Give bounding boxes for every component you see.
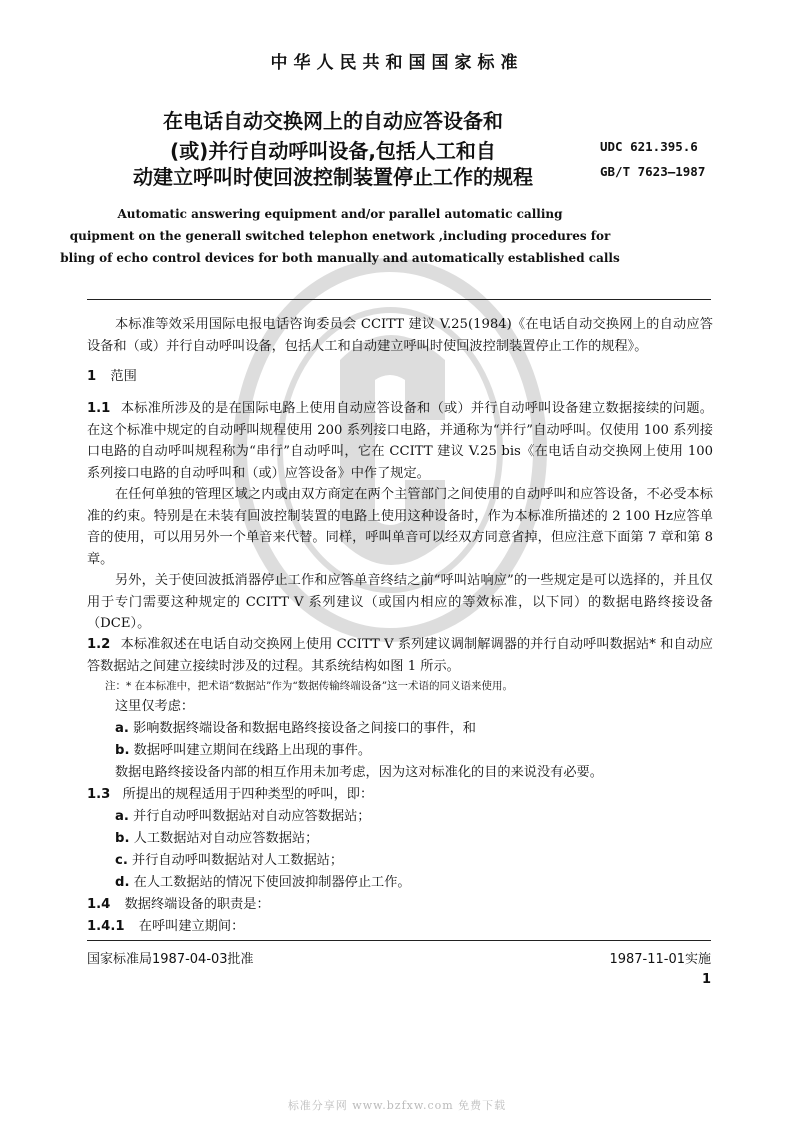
item-letter: c. [115,853,128,868]
bottom-divider [87,940,711,941]
item-text: 数据呼叫建立期间在线路上出现的事件。 [133,743,372,758]
clause-text: 本标准所涉及的是在国际电路上使用自动应答设备和（或）并行自动呼叫设备建立数据接续的问题。在这个标准中规定的自动呼叫规程使用 200 系列接口电路，并通称为“并行”自动呼叫。仅使用 100 系列接口电路的自动呼叫规程称为“串行”自动呼叫，它在 CCITT 建议 V.25 bis《在电话自动交换网上使用 100 系列接口电路的自动呼叫和（或）应答设备》中作了规定。 [87,401,713,481]
call-type-b [115,828,318,850]
consider-label: 这里仅考虑： [115,699,195,714]
clause-text: 本标准叙述在电话自动交换网上使用 CCITT V 系列建议调制解调器的并行自动呼叫数据站* 和自动应答数据站之间建立接续时涉及的过程。其系统结构如图 1 所示。 [87,637,713,674]
item-letter: a. [115,809,129,824]
approval-date: 国家标准局1987-04-03批准 [87,952,254,967]
call-type-d [115,872,411,894]
item-text: 并行自动呼叫数据站对自动应答数据站； [133,809,371,824]
clause-number: 1.2 [87,637,111,652]
section-1-heading [87,366,137,388]
clause-number: 1.3 [87,787,111,802]
clause-text: 数据终端设备的职责是： [124,897,270,912]
title-line-1: 在电话自动交换网上的自动应答设备和 [163,109,503,133]
item-text: 人工数据站对自动应答数据站； [133,831,319,846]
other-paragraph: 另外，关于使回波抵消器停止工作和应答单音终结之前“呼叫站响应”的一些规定是可以选择的，并且仅用于专门需要这种规定的 CCITT V 系列建议（或国内相应的等效标准，以下同）的数据电路终接设备（DCE）。 [87,573,713,631]
item-text: 在人工数据站的情况下使回波抑制器停止工作。 [133,875,411,890]
dce-paragraph: 数据电路终接设备内部的相互作用未加考虑，因为这对标准化的目的来说没有必要。 [115,765,603,780]
call-type-c [115,850,343,872]
clause-number: 1.1 [87,401,111,416]
footnote: 注：* 在本标准中，把术语“数据站”作为“数据传输终端设备”这一术语的同义语来使用。 [105,680,514,692]
english-title-line-3: bling of echo control devices for both manually and automatically established calls [60,251,620,265]
clause-1-3 [87,784,373,806]
udc-code: UDC 621.395.6 [600,139,698,154]
clause-1-4-1 [87,916,244,938]
gb-code: GB/T 7623—1987 [600,164,706,179]
section-number: 1 [87,369,97,384]
clause-1-1 [87,398,713,484]
section-title: 范围 [110,369,137,384]
item-letter: b. [115,743,130,758]
intro-paragraph: 本标准等效采用国际电报电话咨询委员会 CCITT 建议 V.25(1984)《在电话自动交换网上的自动应答设备和（或）并行自动呼叫设备，包括人工和自动建立呼叫时使回波控制装置停止工作的规程》。 [87,317,713,354]
english-title-line-2: quipment on the generall switched telephon enetwork ,including procedures for [69,229,611,243]
call-type-a [115,806,371,828]
clause-number: 1.4.1 [87,919,125,934]
consider-item-a [115,718,476,740]
site-watermark-text: 标准分享网 www.bzfxw.com 免费下载 [287,1099,507,1112]
title-line-2: (或)并行自动呼叫设备,包括人工和自 [170,139,496,163]
effective-date: 1987-11-01实施 [609,952,711,967]
page-number: 1 [701,972,711,987]
country-standard-header: 中华人民共和国国家标准 [270,53,524,73]
clause-1-2 [87,634,713,677]
title-line-3: 动建立呼叫时使回波控制装置停止工作的规程 [133,165,533,189]
english-title-line-1: Automatic answering equipment and/or parallel automatic calling [117,207,563,221]
admin-paragraph: 在任何单独的管理区域之内或由双方商定在两个主管部门之间使用的自动呼叫和应答设备，不必受本标准的约束。特别是在未装有回波控制装置的电路上使用这种设备时，作为本标准所描述的 2 100 Hz应答单音的使用，可以用另外一个单音来代替。同样，呼叫单音可以经双方同意省掉，但应注意下面第 7 章和第 8 章。 [87,487,713,567]
item-text: 影响数据终端设备和数据电路终接设备之间接口的事件，和 [133,721,476,736]
consider-item-b [115,740,371,762]
item-letter: b. [115,831,130,846]
top-divider [87,299,711,300]
item-text: 并行自动呼叫数据站对人工数据站； [132,853,344,868]
clause-number: 1.4 [87,897,111,912]
item-letter: a. [115,721,129,736]
clause-text: 在呼叫建立期间： [138,919,245,934]
clause-text: 所提出的规程适用于四种类型的呼叫，即： [122,787,374,802]
item-letter: d. [115,875,130,890]
clause-1-4 [87,894,270,916]
